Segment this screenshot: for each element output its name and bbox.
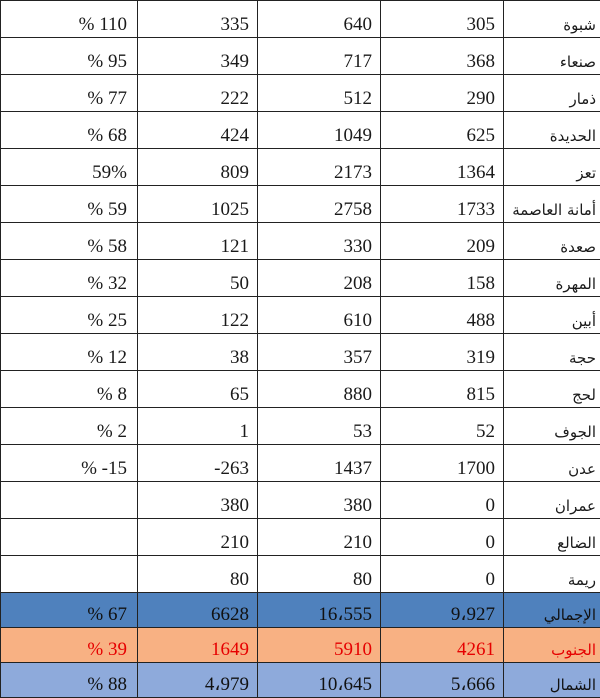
table-row bbox=[1, 260, 600, 297]
percent-cell bbox=[1, 556, 138, 593]
governorate-cell: المهرة bbox=[504, 260, 600, 297]
governorate-cell: شبوة bbox=[504, 1, 600, 38]
value-cell: 305 bbox=[381, 1, 504, 38]
percent-cell: % 58 bbox=[1, 223, 138, 260]
value-cell: 610 bbox=[258, 297, 381, 334]
value-cell: 809 bbox=[138, 149, 258, 186]
value-cell: 53 bbox=[258, 408, 381, 445]
south-col1: 4261 bbox=[381, 628, 504, 663]
governorate-cell: حجة bbox=[504, 334, 600, 371]
governorate-cell: عمران bbox=[504, 482, 600, 519]
value-cell: 65 bbox=[138, 371, 258, 408]
value-cell: 0 bbox=[381, 519, 504, 556]
value-cell: 208 bbox=[258, 260, 381, 297]
governorate-cell: لحج bbox=[504, 371, 600, 408]
governorate-cell: صعدة bbox=[504, 223, 600, 260]
percent-cell: % -15 bbox=[1, 445, 138, 482]
table-row bbox=[1, 75, 600, 112]
total-col3: 6628 bbox=[138, 593, 258, 628]
value-cell: 380 bbox=[258, 482, 381, 519]
table-row bbox=[1, 408, 600, 445]
value-cell: 1733 bbox=[381, 186, 504, 223]
table-row bbox=[1, 482, 600, 519]
north-row bbox=[1, 663, 600, 698]
value-cell: 335 bbox=[138, 1, 258, 38]
value-cell: 717 bbox=[258, 38, 381, 75]
table-row bbox=[1, 112, 600, 149]
value-cell: 210 bbox=[138, 519, 258, 556]
table-row bbox=[1, 223, 600, 260]
value-cell: 1700 bbox=[381, 445, 504, 482]
table-body bbox=[1, 1, 600, 698]
percent-cell: 59% bbox=[1, 149, 138, 186]
value-cell: 380 bbox=[138, 482, 258, 519]
north-col3: 4،979 bbox=[138, 663, 258, 698]
percent-cell: % 12 bbox=[1, 334, 138, 371]
south-row bbox=[1, 628, 600, 663]
value-cell: 2173 bbox=[258, 149, 381, 186]
table-row bbox=[1, 1, 600, 38]
value-cell: 0 bbox=[381, 482, 504, 519]
governorate-cell: عدن bbox=[504, 445, 600, 482]
value-cell: 0 bbox=[381, 556, 504, 593]
value-cell: 210 bbox=[258, 519, 381, 556]
value-cell: 80 bbox=[258, 556, 381, 593]
table-row bbox=[1, 297, 600, 334]
value-cell: 50 bbox=[138, 260, 258, 297]
value-cell: 424 bbox=[138, 112, 258, 149]
value-cell: 209 bbox=[381, 223, 504, 260]
total-col1: 9،927 bbox=[381, 593, 504, 628]
value-cell: 52 bbox=[381, 408, 504, 445]
value-cell: 1 bbox=[138, 408, 258, 445]
percent-cell bbox=[1, 482, 138, 519]
value-cell: 1049 bbox=[258, 112, 381, 149]
north-pct: % 88 bbox=[1, 663, 138, 698]
percent-cell: % 32 bbox=[1, 260, 138, 297]
value-cell: 330 bbox=[258, 223, 381, 260]
governorate-cell: الحديدة bbox=[504, 112, 600, 149]
value-cell: 2758 bbox=[258, 186, 381, 223]
governorate-cell: ريمة bbox=[504, 556, 600, 593]
percent-cell: % 8 bbox=[1, 371, 138, 408]
governorate-cell: الجوف bbox=[504, 408, 600, 445]
value-cell: 1025 bbox=[138, 186, 258, 223]
value-cell: -263 bbox=[138, 445, 258, 482]
percent-cell: % 59 bbox=[1, 186, 138, 223]
percent-cell: % 95 bbox=[1, 38, 138, 75]
total-col2: 16،555 bbox=[258, 593, 381, 628]
percent-cell: % 68 bbox=[1, 112, 138, 149]
value-cell: 349 bbox=[138, 38, 258, 75]
value-cell: 80 bbox=[138, 556, 258, 593]
value-cell: 290 bbox=[381, 75, 504, 112]
south-pct: % 39 bbox=[1, 628, 138, 663]
percent-cell: % 77 bbox=[1, 75, 138, 112]
governorate-cell: أبين bbox=[504, 297, 600, 334]
percent-cell: % 25 bbox=[1, 297, 138, 334]
table-row bbox=[1, 519, 600, 556]
south-col2: 5910 bbox=[258, 628, 381, 663]
value-cell: 1437 bbox=[258, 445, 381, 482]
table-row bbox=[1, 371, 600, 408]
value-cell: 222 bbox=[138, 75, 258, 112]
governorate-cell: صنعاء bbox=[504, 38, 600, 75]
value-cell: 880 bbox=[258, 371, 381, 408]
value-cell: 38 bbox=[138, 334, 258, 371]
percent-cell: % 2 bbox=[1, 408, 138, 445]
value-cell: 121 bbox=[138, 223, 258, 260]
total-name: الإجمالي bbox=[504, 593, 600, 628]
table-row bbox=[1, 334, 600, 371]
governorate-cell: ذمار bbox=[504, 75, 600, 112]
value-cell: 815 bbox=[381, 371, 504, 408]
north-col1: 5،666 bbox=[381, 663, 504, 698]
value-cell: 319 bbox=[381, 334, 504, 371]
table-row bbox=[1, 445, 600, 482]
governorate-cell: أمانة العاصمة bbox=[504, 186, 600, 223]
value-cell: 625 bbox=[381, 112, 504, 149]
table-row bbox=[1, 186, 600, 223]
value-cell: 512 bbox=[258, 75, 381, 112]
north-col2: 10،645 bbox=[258, 663, 381, 698]
value-cell: 368 bbox=[381, 38, 504, 75]
value-cell: 640 bbox=[258, 1, 381, 38]
value-cell: 122 bbox=[138, 297, 258, 334]
governorate-cell: تعز bbox=[504, 149, 600, 186]
south-name: الجنوب bbox=[504, 628, 600, 663]
governorate-cell: الضالع bbox=[504, 519, 600, 556]
table-row bbox=[1, 149, 600, 186]
south-col3: 1649 bbox=[138, 628, 258, 663]
value-cell: 488 bbox=[381, 297, 504, 334]
table-row bbox=[1, 38, 600, 75]
value-cell: 158 bbox=[381, 260, 504, 297]
table-row bbox=[1, 556, 600, 593]
total-row bbox=[1, 593, 600, 628]
total-pct: % 67 bbox=[1, 593, 138, 628]
value-cell: 357 bbox=[258, 334, 381, 371]
percent-cell: % 110 bbox=[1, 1, 138, 38]
value-cell: 1364 bbox=[381, 149, 504, 186]
percent-cell bbox=[1, 519, 138, 556]
north-name: الشمال bbox=[504, 663, 600, 698]
